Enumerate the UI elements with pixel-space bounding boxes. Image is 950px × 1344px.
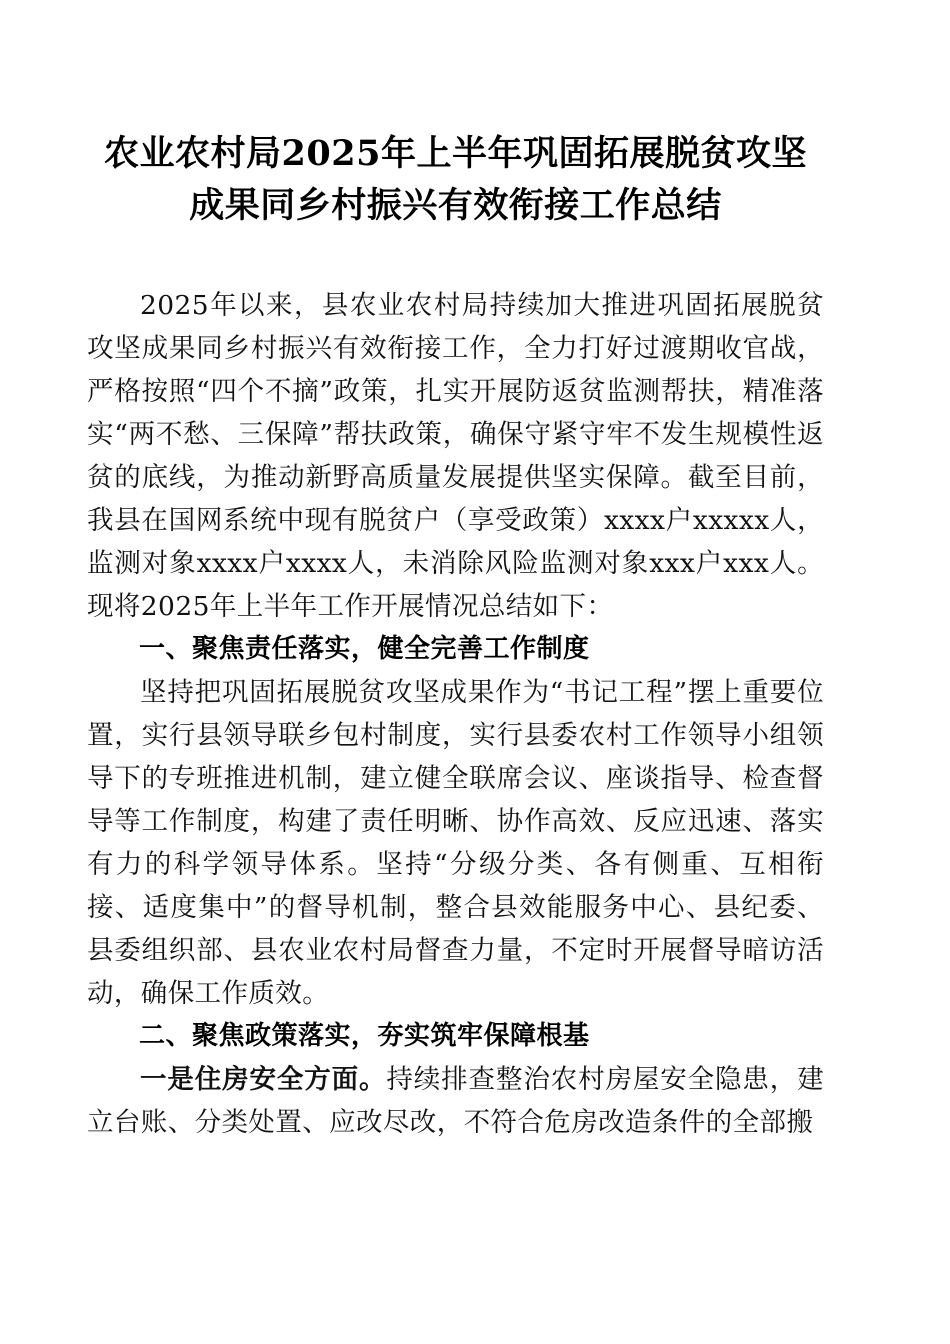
body-paragraph-with-lead	[87, 1058, 824, 1144]
body-paragraph: 2025年以来，县农业农村局持续加大推进巩固拓展脱贫攻坚成果同乡村振兴有效衔接工作，全力打好过渡期收官战，严格按照“四个不摘”政策，扎实开展防返贫监测帮扶，精准落实“两不愁、三保障”帮扶政策，确保守紧守牢不发生规模性返贫的底线，为推动新野高质量发展提供坚实保障。截至目前，我县在国网系统中现有脱贫户（享受政策）xxxx户xxxxx人，监测对象xxxx户xxxx人，未消除风险监测对象xxx户xxx人。现将2025年上半年工作开展情况总结如下：	[87, 290, 824, 622]
paragraph-lead-in: 一是住房安全方面。	[140, 1064, 387, 1095]
page-title-line-1: 农业农村局2025年上半年巩固拓展脱贫攻坚	[104, 133, 807, 174]
section-heading-2: 二、聚焦政策落实，夯实筑牢保障根基	[139, 1021, 590, 1051]
document-body	[87, 0, 824, 1144]
paragraph-rest: 持续排查整治农村房屋安全隐患，建立台账、分类处置、应改尽改，不符合危房改造条件的全部搬	[87, 1064, 824, 1138]
body-paragraph: 坚持把巩固拓展脱贫攻坚成果作为“书记工程”摆上重要位置，实行县领导联乡包村制度，实行县委农村工作领导小组领导下的专班推进机制，建立健全联席会议、座谈指导、检查督导等工作制度，构建了责任明晰、协作高效、反应迅速、落实有力的科学领导体系。坚持“分级分类、各有侧重、互相衔接、适度集中”的督导机制，整合县效能服务中心、县纪委、县委组织部、县农业农村局督查力量，不定时开展督导暗访活动，确保工作质效。	[87, 677, 824, 1009]
page-title-line-2: 成果同乡村振兴有效衔接工作总结	[189, 185, 722, 226]
section-heading-1: 一、聚焦责任落实，健全完善工作制度	[139, 634, 590, 664]
page-title	[87, 0, 824, 232]
